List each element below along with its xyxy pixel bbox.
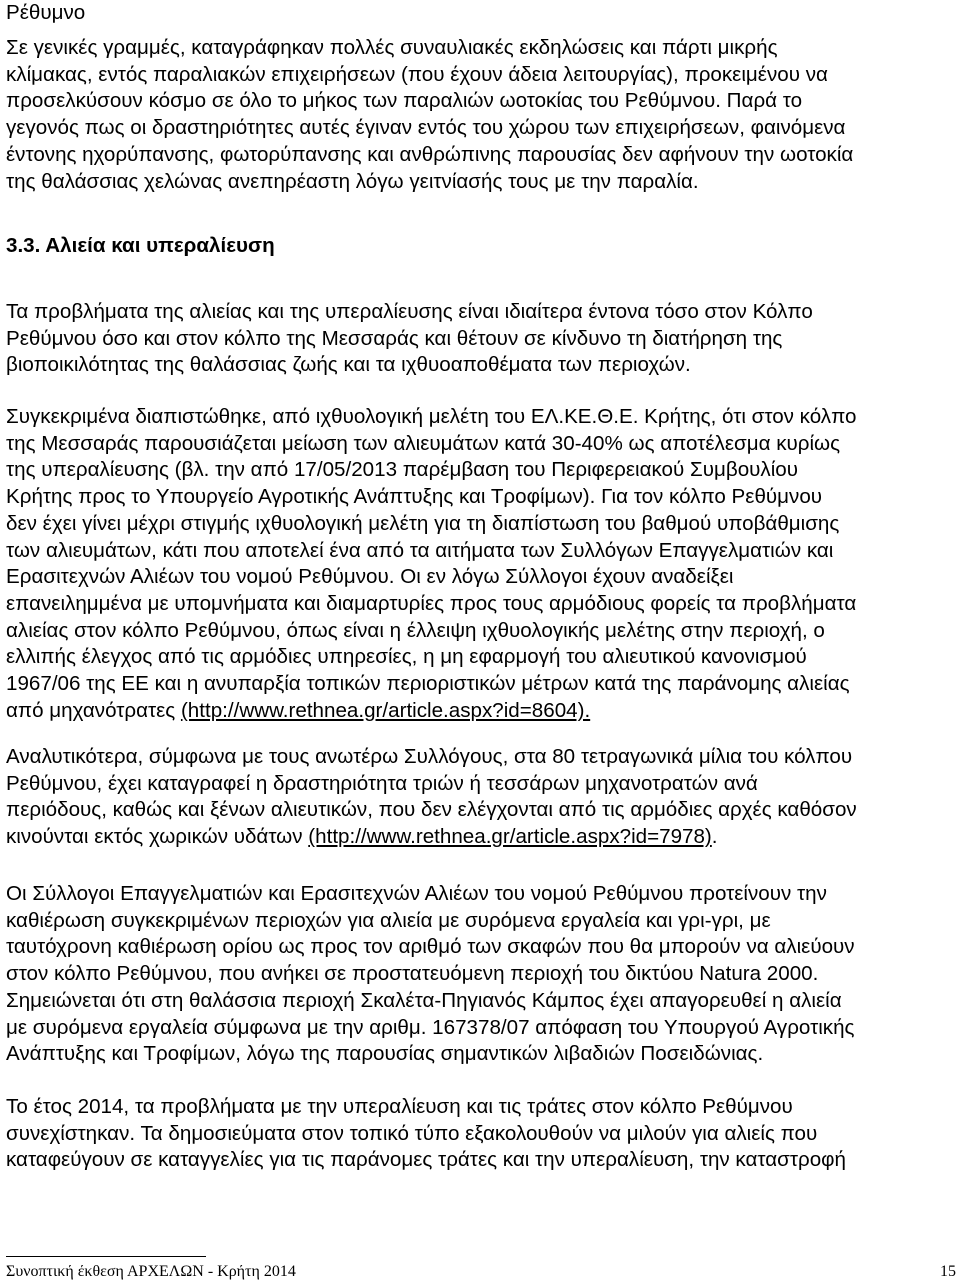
text-line: της θαλάσσιας χελώνας ανεπηρέαστη λόγω γειτνίασής τους με την παραλία. <box>6 169 699 193</box>
text-line: δεν έχει γίνει μέχρι στιγμής ιχθυολογική μελέτη για τη διαπίστωση του βαθμού υποβάθμισης <box>6 511 840 535</box>
text-fragment: κινούνται εκτός χωρικών υδάτων <box>6 825 309 849</box>
text-line: Ρεθύμνου, έχει καταγραφεί η δραστηριότητα τριών ή τεσσάρων μηχανοτρατών ανά <box>6 771 758 795</box>
footer-divider <box>6 1256 206 1257</box>
text-line: έντονης ηχορύπανσης, φωτορύπανσης και ανθρώπινης παρουσίας δεν αφήνουν την ωοτοκία <box>6 142 854 166</box>
article-link-7978[interactable]: (http://www.rethnea.gr/article.aspx?id=7978) <box>308 825 712 849</box>
text-line-with-link <box>6 824 718 851</box>
text-line: καθιέρωση συγκεκριμένων περιοχών για αλιεία με συρόμενα εργαλεία και γρι-γρι, με <box>6 908 771 932</box>
text-line: κλίμακας, εντός παραλιακών επιχειρήσεων (που έχουν άδεια λειτουργίας), προκειμένου να <box>6 62 828 86</box>
section-location-title <box>6 0 85 27</box>
paragraph-messara-study <box>6 404 856 724</box>
text-line: Ερασιτεχνών Αλιέων του νομού Ρεθύμνου. Οι εν λόγω Σύλλογοι έχουν αναδείξει <box>6 565 734 589</box>
paragraph-fishing-problems <box>6 299 813 379</box>
text-fragment: . <box>711 825 718 849</box>
text-line: Ρέθυμνο <box>6 1 86 24</box>
text-line: Ρεθύμνου όσο και στον κόλπο της Μεσσαράς και θέτουν σε κίνδυνο τη διατήρηση της <box>6 326 783 350</box>
paragraph-year-2014 <box>6 1094 846 1174</box>
text-line: στον κόλπο Ρεθύμνου, που ανήκει σε προστατευόμενη περιοχή του δικτύου Natura 2000. <box>6 962 819 986</box>
text-fragment: από μηχανότρατες <box>6 698 181 722</box>
text-line: ταυτόχρονη καθιέρωση ορίου ως προς τον αριθμό των σκαφών που θα μπορούν να αλιεύουν <box>6 935 855 959</box>
paragraph-associations-proposal <box>6 881 855 1068</box>
text-line: Συγκεκριμένα διαπιστώθηκε, από ιχθυολογική μελέτη του ΕΛ.ΚΕ.Θ.Ε. Κρήτης, ότι στον κόλπο <box>6 405 857 428</box>
paragraph-rethymno-trawlers <box>6 744 857 851</box>
text-line: Σημειώνεται ότι στη θαλάσσια περιοχή Σκαλέτα-Πηγιανός Κάμπος έχει απαγορευθεί η αλιεία <box>6 988 842 1012</box>
text-line: Ανάπτυξης και Τροφίμων, λόγω της παρουσίας σημαντικών λιβαδιών Ποσειδώνιας. <box>6 1042 764 1066</box>
text-line: γεγονός πως οι δραστηριότητες αυτές έγιναν εντός του χώρου των επιχειρήσεων, φαινόμενα <box>6 116 846 140</box>
text-line: προσελκύσουν κόσμο σε όλο το μήκος των παραλιών ωοτοκίας του Ρεθύμνου. Παρά το <box>6 89 803 113</box>
text-line: καταφεύγουν σε καταγγελίες για τις παράνομες τράτες και την υπεραλίευση, την καταστροφή <box>6 1148 846 1172</box>
text-line-with-link <box>6 698 590 725</box>
text-line: Αναλυτικότερα, σύμφωνα με τους ανωτέρω Συλλόγους, στα 80 τετραγωνικά μίλια του κόλπου <box>6 745 853 768</box>
text-line: συνεχίστηκαν. Τα δημοσιεύματα στον τοπικό τύπο εξακολουθούν να μιλούν για αλιείς που <box>6 1121 818 1145</box>
text-line: Σε γενικές γραμμές, καταγράφηκαν πολλές συναυλιακές εκδηλώσεις και πάρτι μικρής <box>6 36 778 59</box>
paragraph-concerts <box>6 35 853 195</box>
text-line: Οι Σύλλογοι Επαγγελματιών και Ερασιτεχνών Αλιέων του νομού Ρεθύμνου προτείνουν την <box>6 882 827 905</box>
text-line: Το έτος 2014, τα προβλήματα με την υπεραλίευση και τις τράτες στον κόλπο Ρεθύμνου <box>6 1095 793 1118</box>
footer-report-title: Συνοπτική έκθεση ΑΡΧΕΛΩΝ - Κρήτη 2014 <box>6 1263 296 1280</box>
section-heading-text: 3.3. Αλιεία και υπεραλίευση <box>6 234 275 257</box>
article-link-8604[interactable]: (http://www.rethnea.gr/article.aspx?id=8604). <box>180 698 591 722</box>
text-line: περιόδους, καθώς και ξένων αλιευτικών, που δεν ελέγχονται από τις αρμόδιες αρχές καθόσον <box>6 798 857 822</box>
text-line: της Μεσσαράς παρουσιάζεται μείωση των αλιευμάτων κατά 30-40% ως αποτέλεσμα κυρίως <box>6 431 841 455</box>
text-line: βιοποικιλότητας της θαλάσσιας ζωής και τα ιχθυοαποθέματα των περιοχών. <box>6 353 691 377</box>
text-line: επανειλημμένα με υπομνήματα και διαμαρτυρίες προς τους αρμόδιους φορείς τα προβλήματα <box>6 591 857 615</box>
section-heading <box>6 233 275 260</box>
text-line: 1967/06 της ΕΕ και η ανυπαρξία τοπικών περιοριστικών μέτρων κατά της παράνομης αλιείας <box>6 672 850 696</box>
text-line: Τα προβλήματα της αλιείας και της υπεραλίευσης είναι ιδιαίτερα έντονα τόσο στον Κόλπο <box>6 300 813 323</box>
text-line: ελλιπής έλεγχος από τις αρμόδιες υπηρεσίες, η μη εφαρμογή του αλιευτικού κανονισμού <box>6 645 807 669</box>
page-number: 15 <box>940 1263 956 1280</box>
text-line: Κρήτης προς το Υπουργείο Αγροτικής Ανάπτυξης και Τροφίμων). Για τον κόλπο Ρεθύμνου <box>6 485 823 509</box>
text-line: αλιείας στον κόλπο Ρεθύμνου, όπως είναι η έλλειψη ιχθυολογικής μελέτης στην περιοχή, ο <box>6 618 825 642</box>
text-line: των αλιευμάτων, κάτι που αποτελεί ένα από τα αιτήματα των Συλλόγων Επαγγελματιών και <box>6 538 834 562</box>
text-line: της υπεραλίευσης (βλ. την από 17/05/2013 παρέμβαση του Περιφερειακού Συμβουλίου <box>6 458 799 482</box>
text-line: με συρόμενα εργαλεία σύμφωνα με την αριθμ. 167378/07 απόφαση του Υπουργού Αγροτικής <box>6 1015 855 1039</box>
